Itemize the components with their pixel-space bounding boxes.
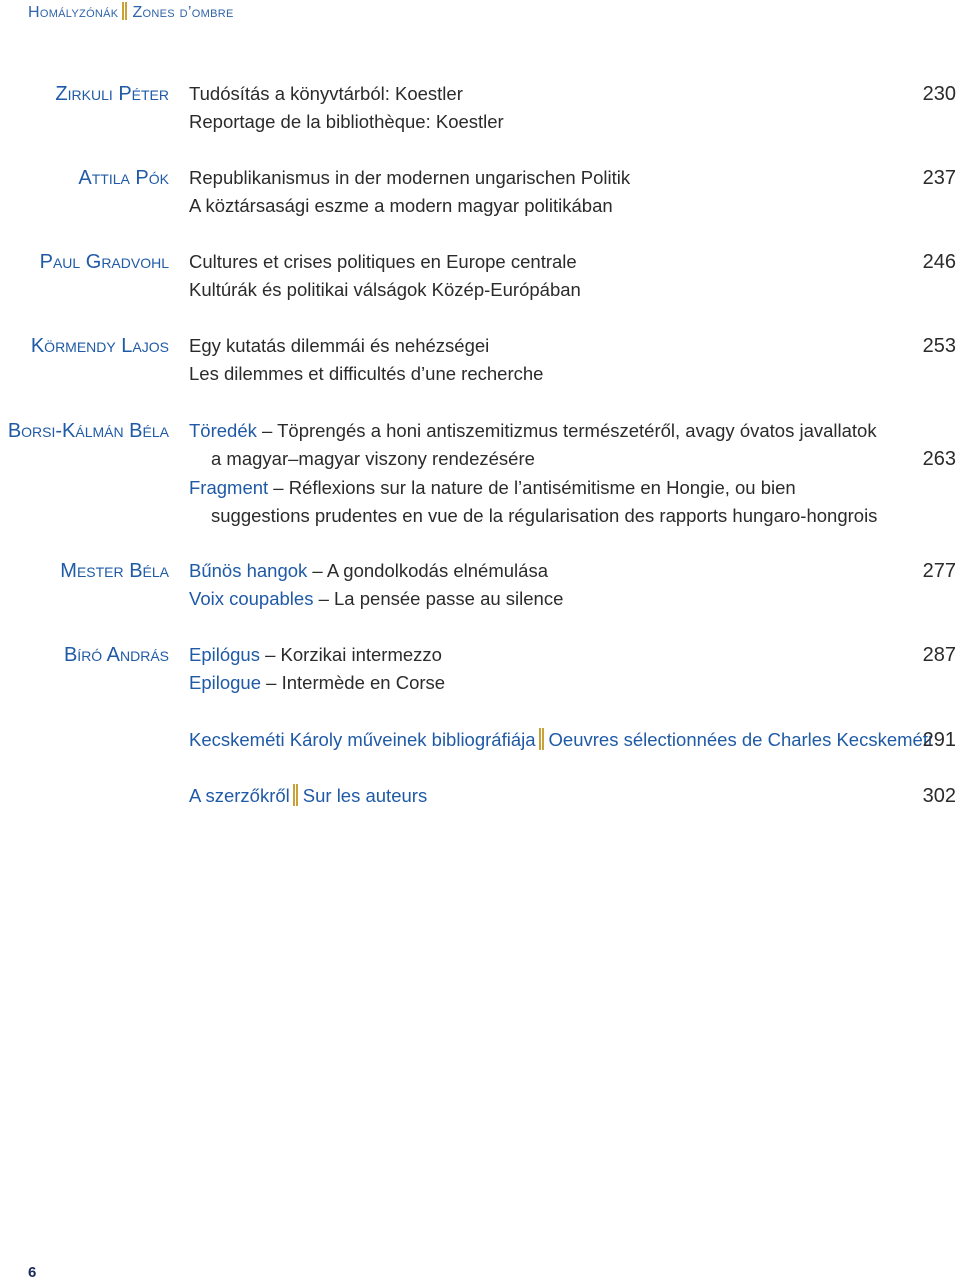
entry-titles xyxy=(189,726,933,758)
title-hu: A köztársasági eszme a modern magyar politikában xyxy=(189,195,613,217)
title-hu xyxy=(189,417,899,445)
entry-titles xyxy=(189,641,899,698)
title-fr-continuation: suggestions prudentes en vue de la régularisation des rapports hungaro-hongrois xyxy=(211,504,878,526)
entry-titles xyxy=(189,417,899,530)
header-right: Zones d’ombre xyxy=(132,4,234,21)
page-number: 277 xyxy=(922,560,956,582)
page-number: 230 xyxy=(922,83,956,105)
page-number: 291 xyxy=(922,729,956,751)
title-hu-lead: Bűnös hangok xyxy=(189,560,308,581)
title-fr: Reportage de la bibliothèque: Koestler xyxy=(189,111,504,133)
entry-titles xyxy=(189,248,899,305)
title-fr-rest: – La pensée passe au silence xyxy=(313,588,564,610)
author-name: Borsi-Kálmán Béla xyxy=(7,420,169,442)
extra-title xyxy=(189,782,899,814)
author-name: Zirkuli Péter xyxy=(55,83,169,105)
title-hu-rest: – Töprengés a honi antiszemitizmus természetéről, avagy óvatos javallatok xyxy=(256,420,877,441)
entry-titles xyxy=(189,782,899,814)
author-name: Mester Béla xyxy=(60,560,169,582)
title-hu-lead: Töredék xyxy=(189,420,257,441)
author-name: Körmendy Lajos xyxy=(30,335,169,357)
title-fr xyxy=(189,474,899,502)
title-hu-rest: – Korzikai intermezzo xyxy=(259,644,442,665)
page-number: 246 xyxy=(922,251,956,273)
header-separator xyxy=(122,2,128,25)
title-fr xyxy=(189,585,899,613)
title-de: Republikanismus in der modernen ungarischen Politik xyxy=(189,167,631,188)
title-fr: Les dilemmes et difficultés d’une recherche xyxy=(189,363,544,385)
title-separator xyxy=(539,728,545,758)
author-name: Attila Pók xyxy=(78,167,169,189)
title-hu xyxy=(189,557,899,585)
page-number: 253 xyxy=(922,335,956,357)
title-fr-rest: – Réflexions sur la nature de l’antisémitisme en Hongie, ou bien xyxy=(268,476,796,498)
title-hu-continuation: a magyar–magyar viszony rendezésére xyxy=(211,448,535,470)
title-hu-rest: – A gondolkodás elnémulása xyxy=(307,560,548,581)
header-left: Homályzónák xyxy=(28,4,119,21)
title-hu-lead: Epilógus xyxy=(189,644,260,665)
entry-titles xyxy=(189,164,899,221)
extra-title-fr: Sur les auteurs xyxy=(302,785,428,806)
title-hu: Kultúrák és politikai válságok Közép-Európában xyxy=(189,279,581,301)
title-fr-lead: Voix coupables xyxy=(189,588,314,610)
extra-title-fr: Oeuvres sélectionnées de Charles Kecskeméti xyxy=(548,729,933,750)
author-name: Paul Gradvohl xyxy=(39,251,169,273)
title-hu xyxy=(189,641,899,669)
extra-title-hu: A szerzőkről xyxy=(189,785,290,806)
title-fr: Cultures et crises politiques en Europe centrale xyxy=(189,251,577,272)
extra-title xyxy=(189,726,933,758)
entry-titles xyxy=(189,557,899,614)
title-fr-lead: Fragment xyxy=(189,476,269,498)
page-number: 302 xyxy=(922,785,956,807)
page-number: 263 xyxy=(922,448,956,470)
page-number: 287 xyxy=(922,644,956,666)
page-number: 237 xyxy=(922,167,956,189)
entry-titles xyxy=(189,332,899,389)
folio-page-number: 6 xyxy=(28,1264,37,1281)
running-header xyxy=(28,2,234,25)
author-name: Bíró András xyxy=(63,644,169,666)
title-hu: Egy kutatás dilemmái és nehézségei xyxy=(189,335,490,356)
title-fr-lead: Epilogue xyxy=(189,672,262,694)
extra-title-hu: Kecskeméti Károly műveinek bibliográfiája xyxy=(189,729,536,750)
title-fr xyxy=(189,669,899,697)
title-hu: Tudósítás a könyvtárból: Koestler xyxy=(189,83,463,104)
title-fr-rest: – Intermède en Corse xyxy=(261,672,446,694)
title-separator xyxy=(293,784,299,814)
entry-titles xyxy=(189,80,899,137)
